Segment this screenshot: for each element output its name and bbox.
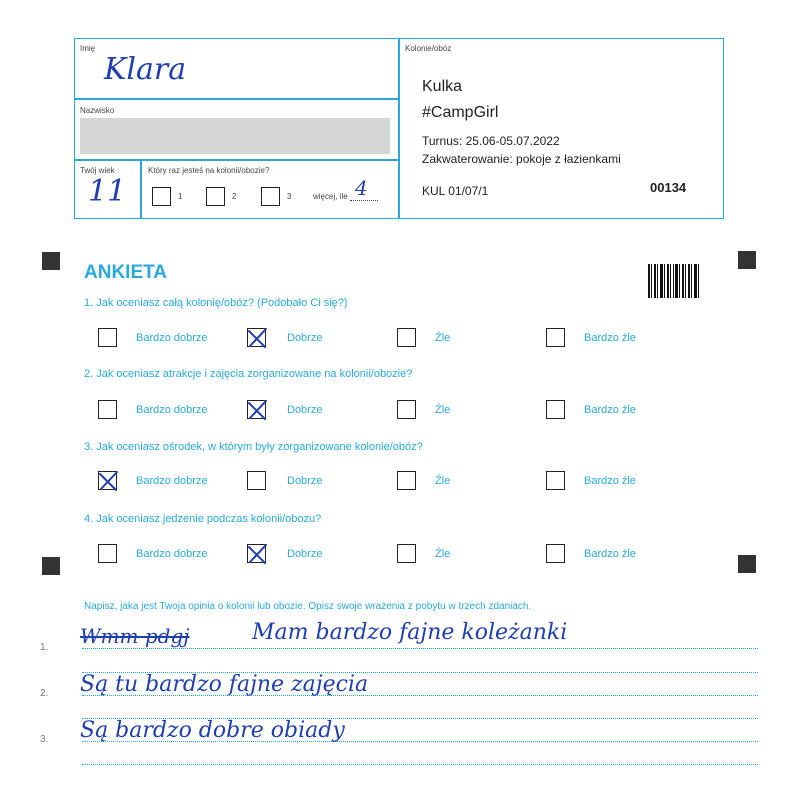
question-3-text: 3. Jak oceniasz ośrodek, w którym były zorganizowane kolonie/obóz? bbox=[84, 441, 423, 453]
name-value[interactable]: Klara bbox=[104, 52, 187, 87]
question-3-option-1-label: Bardzo dobrze bbox=[136, 475, 208, 487]
checkmark-x-icon bbox=[544, 398, 568, 422]
question-1-option-1-checkbox[interactable] bbox=[98, 328, 117, 347]
question-1-text: 1. Jak oceniasz całą kolonię/obóz? (Podobało Ci się?) bbox=[84, 297, 348, 309]
checkmark-x-icon bbox=[245, 542, 269, 566]
barcode-icon bbox=[648, 264, 700, 298]
question-2-option-3-checkbox[interactable] bbox=[397, 400, 416, 419]
times-option-3-checkbox[interactable] bbox=[261, 187, 280, 206]
question-2-option-2-label: Dobrze bbox=[287, 404, 323, 416]
name-label: Imię bbox=[80, 44, 96, 53]
checkmark-x-icon bbox=[96, 326, 120, 350]
question-4-text: 4. Jak oceniasz jedzenie podczas kolonii/obozu? bbox=[84, 513, 322, 525]
question-4-option-3-checkbox[interactable] bbox=[397, 544, 416, 563]
answer-line-3b bbox=[82, 764, 758, 765]
registration-marker-top-right bbox=[738, 251, 756, 269]
opinion-prompt: Napisz, jaka jest Twoja opinia o kolonii lub obozie. Opisz swoje wrażenia z pobytu w trzech zdaniach. bbox=[84, 601, 532, 612]
checkmark-x-icon bbox=[395, 398, 419, 422]
question-3-option-4-label: Bardzo źle bbox=[584, 475, 636, 487]
checkmark-x-icon bbox=[245, 469, 269, 493]
accommodation-text: Zakwaterowanie: pokoje z łazienkami bbox=[422, 152, 621, 166]
question-4-option-2-checkbox[interactable] bbox=[247, 544, 266, 563]
camp-name: Kulka bbox=[422, 78, 463, 95]
question-3-option-3-label: Źle bbox=[435, 475, 451, 487]
form-number: 00134 bbox=[650, 180, 687, 195]
surname-label: Nazwisko bbox=[80, 106, 115, 115]
answer-2-text[interactable]: Są tu bardzo fajne zajęcia bbox=[80, 672, 369, 697]
camp-tag: #CampGirl bbox=[422, 104, 499, 121]
question-1-option-4-checkbox[interactable] bbox=[546, 328, 565, 347]
line-number-1: 1. bbox=[40, 642, 49, 653]
header-divider-vertical bbox=[398, 38, 400, 219]
question-2-option-2-checkbox[interactable] bbox=[247, 400, 266, 419]
checkmark-x-icon bbox=[245, 326, 269, 350]
checkmark-x-icon bbox=[395, 326, 419, 350]
question-1-option-3-label: Źle bbox=[435, 332, 451, 344]
question-2-option-4-label: Bardzo źle bbox=[584, 404, 636, 416]
checkmark-x-icon bbox=[245, 398, 269, 422]
times-more-label: więcej, ile bbox=[313, 192, 348, 201]
registration-marker-bottom-right bbox=[738, 555, 756, 573]
registration-marker-top-left bbox=[42, 252, 60, 270]
question-3-option-2-checkbox[interactable] bbox=[247, 471, 266, 490]
question-2-option-1-checkbox[interactable] bbox=[98, 400, 117, 419]
answer-1-text[interactable]: Mam bardzo fajne koleżanki bbox=[252, 620, 568, 645]
times-option-2-label: 2 bbox=[232, 192, 237, 201]
question-2-option-4-checkbox[interactable] bbox=[546, 400, 565, 419]
line-number-3: 3. bbox=[40, 734, 49, 745]
registration-marker-bottom-left bbox=[42, 557, 60, 575]
question-1-option-3-checkbox[interactable] bbox=[397, 328, 416, 347]
checkmark-x-icon bbox=[395, 542, 419, 566]
question-2-option-1-label: Bardzo dobrze bbox=[136, 404, 208, 416]
times-option-2-checkbox[interactable] bbox=[206, 187, 225, 206]
survey-title: ANKIETA bbox=[84, 262, 168, 283]
question-4-option-2-label: Dobrze bbox=[287, 548, 323, 560]
question-2-option-3-label: Źle bbox=[435, 404, 451, 416]
age-value[interactable]: 11 bbox=[88, 174, 127, 209]
question-3-option-3-checkbox[interactable] bbox=[397, 471, 416, 490]
question-4-option-1-label: Bardzo dobrze bbox=[136, 548, 208, 560]
question-1-option-2-checkbox[interactable] bbox=[247, 328, 266, 347]
question-3-option-2-label: Dobrze bbox=[287, 475, 323, 487]
times-option-1-label: 1 bbox=[178, 192, 183, 201]
question-1-option-1-label: Bardzo dobrze bbox=[136, 332, 208, 344]
answer-line-1 bbox=[82, 648, 758, 649]
question-4-option-4-checkbox[interactable] bbox=[546, 544, 565, 563]
checkmark-x-icon bbox=[544, 469, 568, 493]
question-1-option-2-label: Dobrze bbox=[287, 332, 323, 344]
times-more-line bbox=[350, 200, 378, 201]
question-4-option-1-checkbox[interactable] bbox=[98, 544, 117, 563]
checkmark-x-icon bbox=[96, 398, 120, 422]
header-divider-age bbox=[140, 159, 142, 219]
checkmark-x-icon bbox=[395, 469, 419, 493]
age-label: Twój wiek bbox=[80, 166, 115, 175]
header-divider-surname bbox=[74, 159, 399, 161]
line-number-2: 2. bbox=[40, 688, 49, 699]
question-4-option-4-label: Bardzo źle bbox=[584, 548, 636, 560]
surname-redaction bbox=[80, 118, 390, 154]
answer-3-text[interactable]: Są bardzo dobre obiady bbox=[80, 718, 345, 743]
checkmark-x-icon bbox=[544, 326, 568, 350]
camp-code: KUL 01/07/1 bbox=[422, 184, 489, 198]
question-2-text: 2. Jak oceniasz atrakcje i zajęcia zorganizowane na kolonii/obozie? bbox=[84, 368, 413, 380]
question-3-option-1-checkbox[interactable] bbox=[98, 471, 117, 490]
question-3-option-4-checkbox[interactable] bbox=[546, 471, 565, 490]
checkmark-x-icon bbox=[544, 542, 568, 566]
turnus-text: Turnus: 25.06-05.07.2022 bbox=[422, 134, 560, 148]
times-label: Który raz jesteś na kolonii/obozie? bbox=[148, 166, 270, 175]
crossed-out-text: Wmm pdgj bbox=[80, 624, 190, 648]
question-1-option-4-label: Bardzo źle bbox=[584, 332, 636, 344]
question-4-option-3-label: Źle bbox=[435, 548, 451, 560]
header-divider-name bbox=[74, 98, 399, 100]
checkmark-x-icon bbox=[96, 542, 120, 566]
times-option-3-label: 3 bbox=[287, 192, 292, 201]
camp-label: Kolonie/obóz bbox=[405, 44, 452, 53]
times-more-value[interactable]: 4 bbox=[355, 176, 368, 200]
times-option-1-checkbox[interactable] bbox=[152, 187, 171, 206]
checkmark-x-icon bbox=[96, 469, 120, 493]
